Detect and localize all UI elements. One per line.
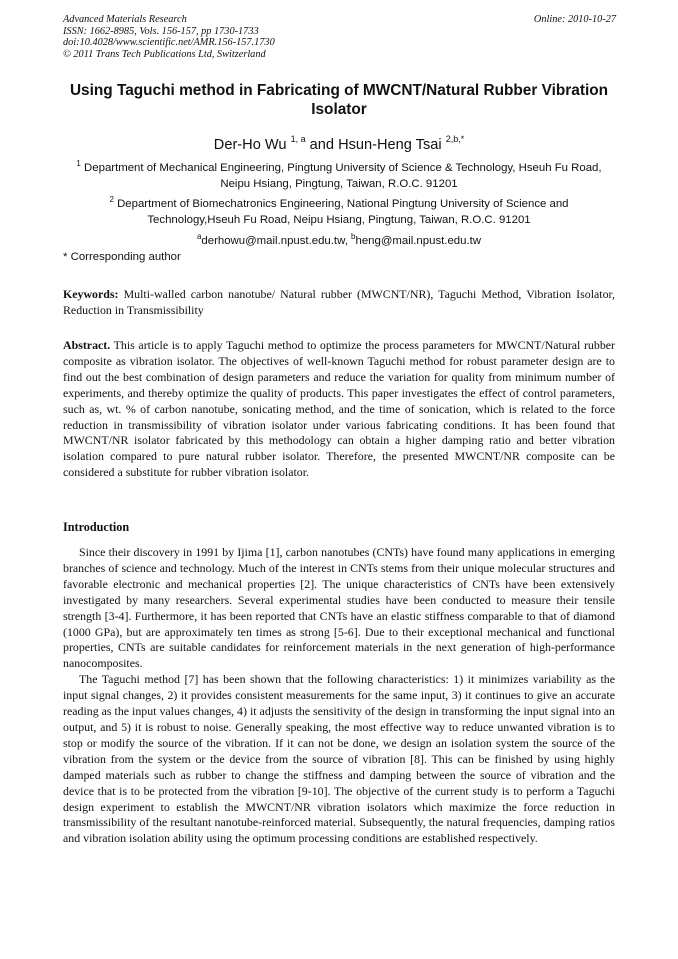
email-a[interactable]: derhowu@mail.npust.edu.tw, — [201, 234, 348, 247]
author-1-marker: 1, a — [290, 134, 306, 144]
journal-header — [63, 14, 275, 60]
author-1: Der-Ho Wu — [213, 136, 287, 153]
email-b[interactable]: heng@mail.npust.edu.tw — [355, 234, 482, 247]
author-line — [63, 131, 615, 154]
author-conjunction: and — [305, 136, 339, 153]
keywords-text: Multi-walled carbon nanotube/ Natural rubber (MWCNT/NR), Taguchi Method, Vibration Isolator, Reduction in Transmissibility — [63, 287, 615, 317]
doi-line: doi:10.4028/www.scientific.net/AMR.156-157.1730 — [63, 37, 275, 49]
email-b-marker: b — [351, 232, 356, 241]
affiliation-1 — [63, 156, 615, 193]
introduction-paragraph-1: Since their discovery in 1991 by Ijima [1], carbon nanotubes (CNTs) have found many applications in emerging branches of science and technology. Much of the interest in CNTs stems from their unique molecular structures and favorable electronic and mechanical properties [2]. The unique characteristics of CNTs have been extensively investigated by many researchers. Several experimental studies have been conducted to measure their tensile strength [3-4]. Furthermore, it has been reported that CNTs have an elastic stiffness comparable to that of diamond (1000 GPa), but are approximately ten times as strong [5-6]. Due to their exceptional mechanical and functional properties, CNTs are suitable candidates for reinforcement materials in the next generation of high-performance nanocomposites. — [63, 545, 615, 671]
keywords-label: Keywords: — [63, 287, 119, 301]
abstract-text: This article is to apply Taguchi method to optimize the process parameters for MWCNT/Natural rubber composite as vibration isolator. The objectives of well-known Taguchi method for robust parameter design are to find out the best combination of design parameters and reduce the variation for quality from minimum number of experiments, and thereby optimize the quality of products. This paper investigates the effect of control parameters, such as, wt. % of carbon nanotube, sonicating method, and the time of sonication, which is related to the force reduction in transmissibility of vibration isolator under various fabricating conditions. It has been found that MWCNT/NR isolator fabricated by this methodology can obtain a higher damping ratio and better vibration isolation compared to pure natural rubber isolator. Therefore, the presented MWCNT/NR composite can be considered a substitute for rubber vibration isolator. — [63, 338, 616, 480]
introduction-body — [63, 545, 615, 847]
author-2: Hsun-Heng Tsai — [338, 136, 442, 153]
author-2-marker: 2,b,* — [445, 134, 465, 144]
introduction-heading: Introduction — [63, 520, 130, 534]
email-a-marker: a — [196, 232, 202, 241]
author-emails — [63, 229, 615, 249]
copyright-line: © 2011 Trans Tech Publications Ltd, Switzerland — [63, 48, 266, 60]
keywords-paragraph — [63, 287, 615, 318]
affiliation-2 — [63, 192, 615, 229]
journal-name: Advanced Materials Research — [63, 14, 187, 25]
affiliation-1-text: Department of Mechanical Engineering, Pingtung University of Science & Technology, Hseuh Fu Road, Neipu Hsiang, Pingtung, Taiwan, R.O.C. 91201 — [84, 161, 602, 191]
paper-title: Using Taguchi method in Fabricating of MWCNT/Natural Rubber Vibration Isolator — [69, 82, 609, 118]
introduction-paragraph-2: The Taguchi method [7] has been shown that the following characteristics: 1) it minimizes variability as the input signal changes, 2) it provides consistent measurements for the same input, 3) it continues to give an accurate reading as the input values changes, 4) it adjusts the sensitivity of the design in transforming the input signal into an output, and 5) it is robust to noise. Generally speaking, the most effective way to reduce unwanted vibration is to stop or modify the source of the vibration. If it can not be done, we design an isolation system the source of the vibration from the system or the device from the source of vibration [8]. This can be finished by using highly damped materials such as rubber to change the stiffness and damping between the source of vibration and the device that is to be protected from the vibration [9-10]. The objective of the current study is to perform a Taguchi design experiment to establish the MWCNT/NR vibration isolators which maximize the force reduction in transmissibility of the resultant nanotube-reinforced material. Subsequently, the natural frequencies, damping ratios and vibration isolation ability using the optimum processing conditions are established respectively. — [63, 672, 615, 846]
online-date: Online: 2010-10-27 — [533, 14, 616, 25]
abstract-label: Abstract. — [63, 338, 111, 352]
affiliation-1-number: 1 — [76, 159, 81, 168]
issn-line: ISSN: 1662-8985, Vols. 156-157, pp 1730-1733 — [63, 25, 259, 37]
affiliation-2-text: Department of Biomechatronics Engineering, National Pingtung University of Science and Technology,Hseuh Fu Road, Neipu Hsiang, Pingtung, Taiwan, R.O.C. 91201 — [117, 197, 569, 227]
affiliation-2-number: 2 — [109, 195, 114, 204]
corresponding-author-note: * Corresponding author — [63, 251, 181, 263]
abstract-paragraph — [63, 338, 615, 481]
